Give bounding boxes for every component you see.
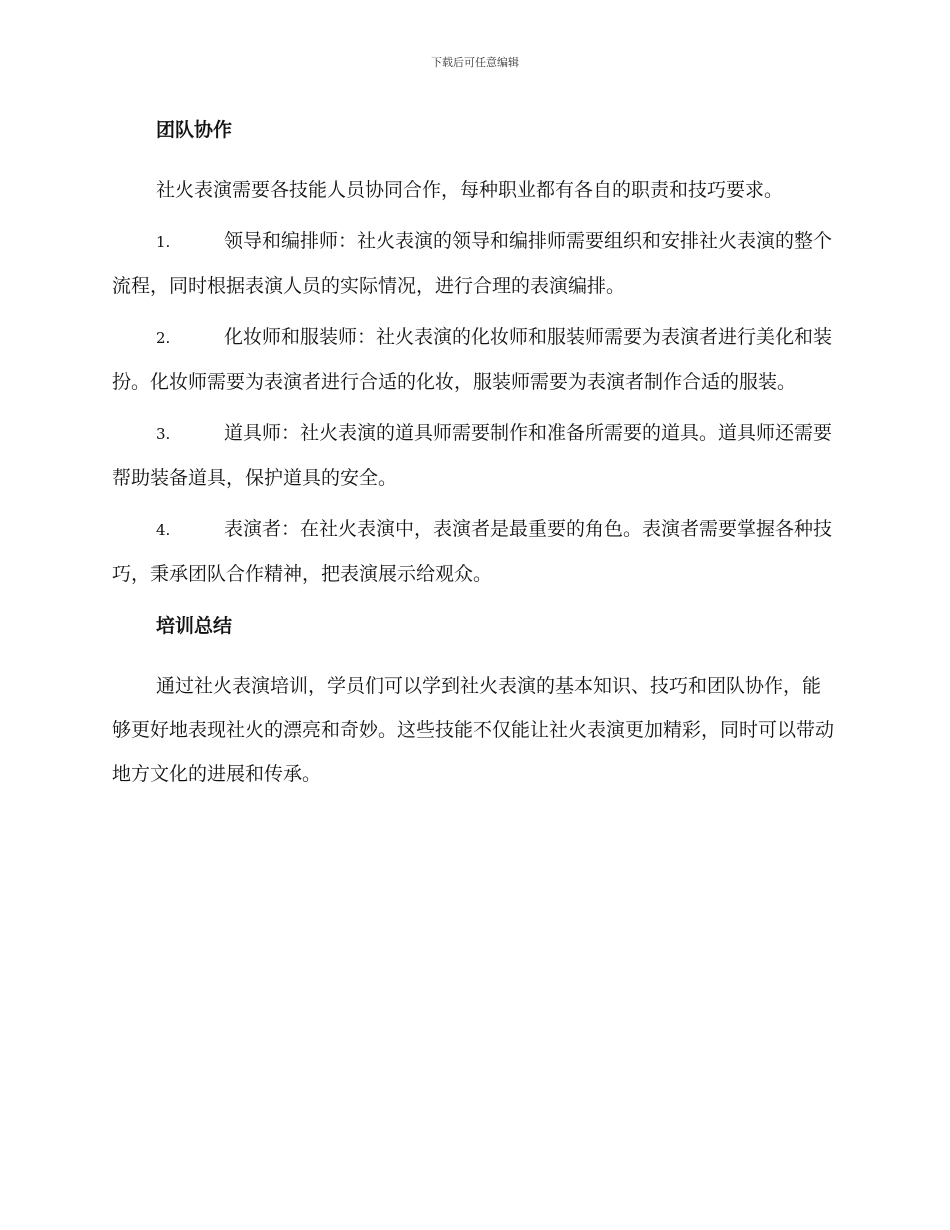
list-item [112,411,834,500]
section-heading-teamwork: 团队协作 [156,119,233,141]
training-summary-paragraph: 通过社火表演培训，学员们可以学到社火表演的基本知识、技巧和团队协作，能够更好地表现社火的漂亮和奇妙。这些技能不仅能让社火表演更加精彩，同时可以带动地方文化的进展和传承。 [112,675,835,785]
list-item-number: 3. [156,425,171,443]
teamwork-intro-paragraph: 社火表演需要各技能人员协同合作，每种职业都有各自的职责和技巧要求。 [156,179,784,201]
list-item-number: 1. [156,233,171,251]
list-item [112,315,834,404]
page-header: 下载后可任意编辑 [431,56,519,69]
list-item [112,507,834,596]
list-item-number: 2. [156,329,171,347]
document-body [112,114,834,803]
list-item [112,219,834,308]
section-heading-training-summary: 培训总结 [156,615,233,637]
list-item-text: 表演者：在社火表演中，表演者是最重要的角色。表演者需要掌握各种技巧，秉承团队合作精神，把表演展示给观众。 [112,518,833,585]
list-item-number: 4. [156,521,171,539]
list-item-text: 道具师：社火表演的道具师需要制作和准备所需要的道具。道具师还需要帮助装备道具，保护道具的安全。 [112,422,833,489]
list-item-text: 化妆师和服装师：社火表演的化妆师和服装师需要为表演者进行美化和装扮。化妆师需要为表演者进行合适的化妆，服装师需要为表演者制作合适的服装。 [112,326,833,393]
list-item-text: 领导和编排师：社火表演的领导和编排师需要组织和安排社火表演的整个流程，同时根据表演人员的实际情况，进行合理的表演编排。 [112,230,833,297]
